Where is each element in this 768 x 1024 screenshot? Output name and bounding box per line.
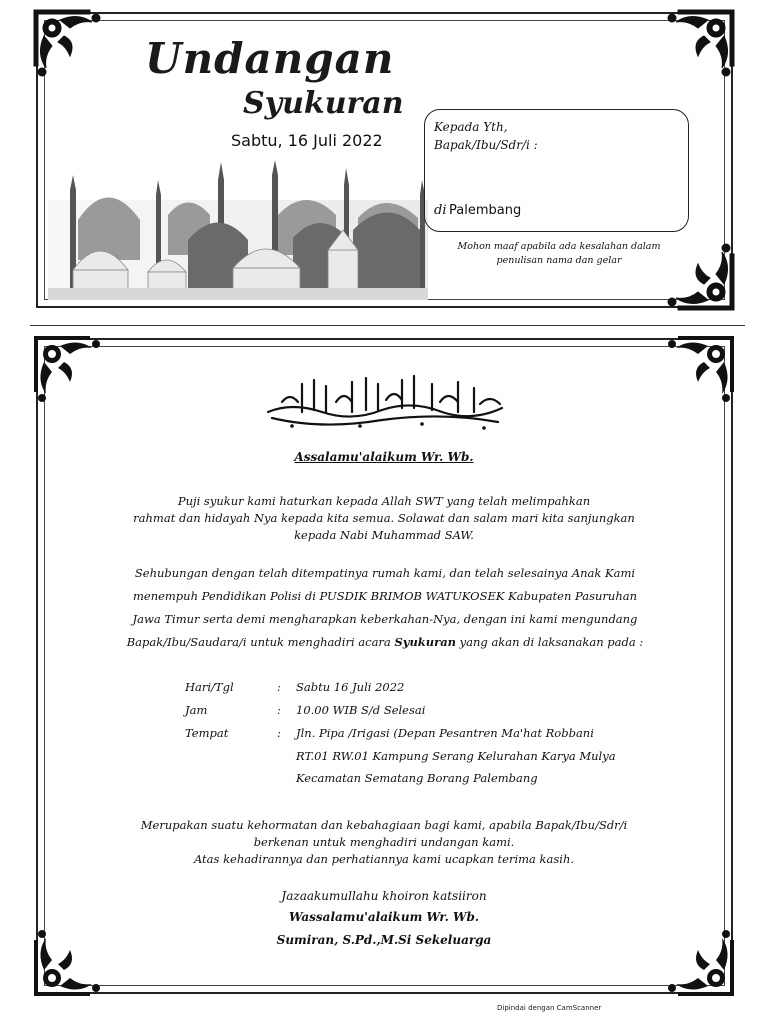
closing-prayer: Jazaakumullahu khoiron katsiiron [281, 889, 487, 903]
address-place: Palembang [449, 203, 522, 218]
invitation-title: Undangan [145, 34, 395, 83]
paragraph-text: yang akan di laksanakan pada : [459, 635, 644, 649]
corner-ornament-icon [30, 6, 120, 96]
paragraph-line: rahmat dan hidayah Nya kepada kita semua. Solawat dan salam mari kita sanjungkan [133, 511, 635, 525]
corner-ornament-icon [30, 332, 120, 422]
cut-line-divider [30, 325, 745, 326]
closing-greeting: Wassalamu'alaikum Wr. Wb. [288, 910, 480, 924]
event-name: Syukuran [394, 635, 457, 649]
detail-colon: : [277, 726, 281, 740]
apology-note: Mohon maaf apabila ada kesalahan dalam penulisan nama dan gelar [457, 241, 661, 266]
paragraph-gratitude [120, 493, 648, 544]
detail-label-place: Tempat [185, 726, 229, 740]
paragraph-closing [120, 817, 648, 868]
opening-greeting: Assalamu'alaikum Wr. Wb. [294, 450, 474, 464]
address-di-label: di [434, 203, 447, 218]
detail-label-day: Hari/Tgl [185, 680, 234, 694]
paragraph-line: Puji syukur kami haturkan kepada Allah SWT yang telah melimpahkan [177, 494, 591, 508]
paragraph-line: Atas kehadirannya dan perhatiannya kami ucapkan terima kasih. [193, 852, 575, 866]
detail-colon: : [277, 680, 281, 694]
mosque-illustration [48, 160, 428, 300]
address-to-label: Kepada Yth, [434, 120, 508, 134]
detail-label-time: Jam [185, 703, 208, 717]
paragraph-line: berkenan untuk menghadiri undangan kami. [253, 835, 515, 849]
address-salutation: Bapak/Ibu/Sdr/i : [434, 138, 538, 152]
bismillah-calligraphy-icon [262, 372, 508, 434]
detail-colon: : [277, 703, 281, 717]
host-signature: Sumiran, S.Pd.,M.Si Sekeluarga [276, 933, 492, 947]
detail-value-place-line2: RT.01 RW.01 Kampung Serang Kelurahan Karya Mulya [296, 749, 616, 763]
paragraph-text: Sehubungan dengan telah ditempatinya rumah kami, dan telah selesainya Anak Kami menempuh Pendidikan Polisi di PUSDIK BRIMOB WATUKOSEK Kabupaten Pasuruhan Jawa Timur serta demi mengharapkan keberkahan-Nya, dengan ini kami mengundang Bapak/Ibu/Saudara/i untuk menghadiri acara [126, 566, 638, 649]
scanner-watermark: Dipindai dengan CamScanner [497, 1004, 602, 1012]
detail-value-place-line1: Jln. Pipa /Irigasi (Depan Pesantren Ma'hat Robbani [296, 726, 594, 740]
paragraph-invitation [124, 562, 646, 654]
recipient-address-box [424, 109, 689, 232]
corner-ornament-icon [648, 332, 738, 422]
corner-ornament-icon [648, 6, 738, 96]
detail-value-day: Sabtu 16 Juli 2022 [296, 680, 405, 694]
paragraph-line: Merupakan suatu kehormatan dan kebahagiaan bagi kami, apabila Bapak/Ibu/Sdr/i [140, 818, 628, 832]
paragraph-line: kepada Nabi Muhammad SAW. [294, 528, 474, 542]
corner-ornament-icon [648, 224, 738, 314]
detail-value-time: 10.00 WIB S/d Selesai [296, 703, 426, 717]
invitation-subtitle: Syukuran [243, 86, 404, 121]
detail-value-place-line3: Kecamatan Sematang Borang Palembang [296, 771, 538, 785]
event-date-header: Sabtu, 16 Juli 2022 [231, 131, 383, 150]
